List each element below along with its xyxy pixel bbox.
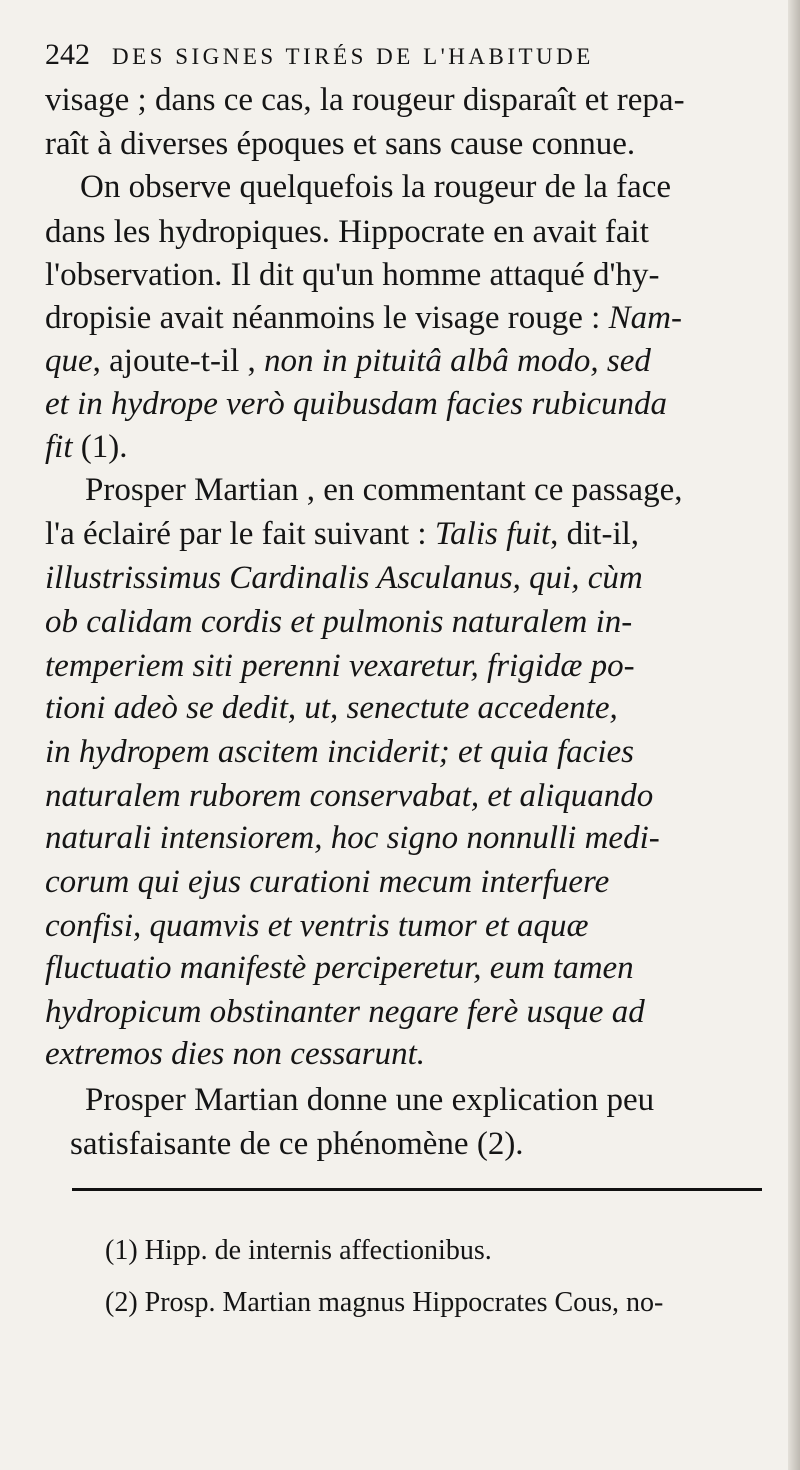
text-line-19 [45,860,750,904]
text-line-5 [45,253,740,297]
text-line-9 [45,425,165,469]
text-segment: l'observation. Il dit qu'un homme attaqué d'hy- [45,257,660,293]
footnote-2-marker: (2) [105,1287,138,1318]
text-segment: fluctuatio manifestè perciperetur, eum tamen [45,950,634,986]
footnote-1-marker: (1) [105,1235,138,1266]
text-line-6 [45,296,735,340]
text-line-12 [45,556,745,600]
text-segment: , dit-il, [550,516,640,552]
text-segment: extremos dies non cessarunt. [45,1036,426,1072]
text-segment: (1). [72,429,128,465]
text-segment: confisi, quamvis et ventris tumor et aquæ [45,908,589,944]
text-segment: Talis fuit [434,516,551,552]
running-title: DES SIGNES TIRÉS DE L'HABITUDE [112,44,594,69]
text-line-18 [45,816,750,860]
text-segment: illustrissimus Cardinalis Asculanus, qui, cùm [45,560,643,596]
text-line-22 [45,990,750,1034]
text-segment: tioni adeò se dedit, ut, senectute accedente, [45,690,618,726]
text-segment: naturali intensiorem, hoc signo nonnulli medi- [45,820,660,856]
text-line-10 [85,468,745,512]
text-line-25 [70,1122,580,1166]
text-line-16 [45,730,745,774]
text-line-20 [45,904,745,948]
text-line-14 [45,644,745,688]
text-line-11 [45,512,745,556]
text-segment: Nam- [608,300,682,336]
footnote-separator-rule [72,1188,762,1191]
text-line-2 [45,122,695,166]
text-segment: fit [45,429,73,465]
text-line-17 [45,774,745,818]
footnote-2-text: Prosp. Martian magnus Hippocrates Cous, no- [144,1287,664,1318]
footnote-1 [105,1233,645,1269]
text-segment: Prosper Martian donne une explication peu [85,1082,655,1118]
text-line-8 [45,382,750,426]
text-segment: Prosper Martian , en commentant ce passage, [85,472,683,508]
text-segment: hydropicum obstinanter negare ferè usque ad [45,994,645,1030]
text-segment: non in pituitâ albâ modo, sed [264,343,651,379]
page-number: 242 [45,38,90,71]
text-line-24 [85,1078,760,1122]
text-segment: corum qui ejus curationi mecum interfuere [45,864,610,900]
text-segment: temperiem siti perenni vexaretur, frigidæ po- [45,648,635,684]
text-line-4 [45,210,740,254]
running-header [45,38,685,78]
footnote-2 [105,1285,765,1321]
text-line-3 [80,165,740,209]
text-segment: in hydropem ascitem inciderit; et quia facies [45,734,634,770]
text-line-15 [45,686,750,730]
text-segment: visage ; dans ce cas, la rougeur disparaît et repa- [45,82,685,118]
text-segment: naturalem ruborem conservabat, et aliquando [45,778,654,814]
footnote-1-text: Hipp. de internis affectionibus. [144,1235,492,1266]
text-line-21 [45,946,750,990]
text-segment: dropisie avait néanmoins le visage rouge : [45,300,609,336]
text-segment: l'a éclairé par le fait suivant : [45,516,435,552]
text-segment: ob calidam cordis et pulmonis naturalem in- [45,604,633,640]
text-line-23 [45,1032,515,1076]
text-segment: , ajoute-t-il , [92,343,265,379]
page-edge-shadow [788,0,800,1470]
text-segment: On observe quelquefois la rougeur de la face [80,169,672,205]
text-segment: et in hydrope verò quibusdam facies rubicunda [45,386,668,422]
text-line-7 [45,339,740,383]
text-segment: que [45,343,93,379]
text-segment: raît à diverses époques et sans cause connue. [45,126,636,162]
text-segment: dans les hydropiques. Hippocrate en avait fait [45,214,649,250]
text-line-1 [45,78,750,122]
text-line-13 [45,600,745,644]
text-segment: satisfaisante de ce phénomène (2). [70,1126,524,1162]
